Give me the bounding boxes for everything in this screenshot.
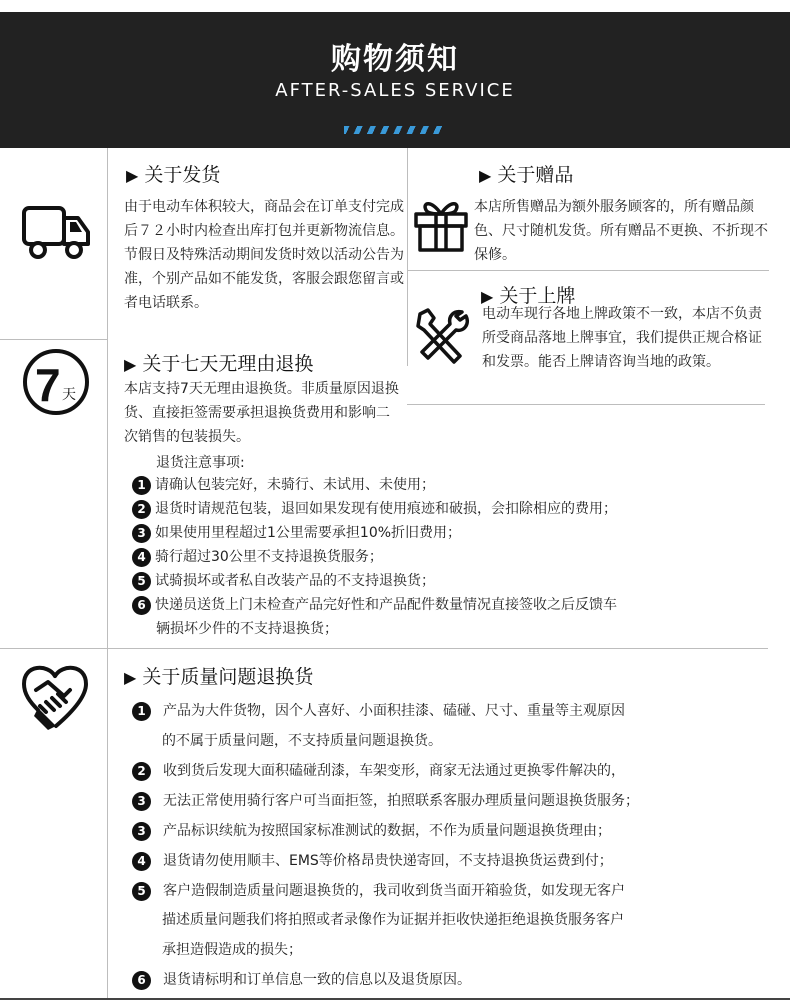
page-subtitle: AFTER-SALES SERVICE xyxy=(275,80,515,101)
gift-icon xyxy=(412,196,470,254)
return-notice-title: 退货注意事项: xyxy=(156,455,245,471)
quality-item-cont: 的不属于质量问题，不支持质量问题退换货。 xyxy=(162,733,442,749)
truck-icon xyxy=(20,204,92,262)
return-item: 4 骑行超过30公里不支持退换货服务； xyxy=(132,545,383,569)
shipping-heading: ▶ 关于发货 xyxy=(126,164,221,186)
divider-page-bottom xyxy=(0,998,790,1000)
shipping-text: 由于电动车体积较大，商品会在订单支付完成后７２小时内检查出库打包并更新物流信息。节假日及特殊活动期间发货时效以活动公告为准，个别产品如不能发货，客服会跟您留言或者电话联系。 xyxy=(124,199,404,311)
return-text: 本店支持7天无理由退换货。非质量原因退换货、直接拒签需要承担退换货费用和影响二次销售的包装损失。 xyxy=(124,381,399,445)
divider-license-bottom xyxy=(407,404,765,405)
quality-item: 1 产品为大件货物，因个人喜好、小面积挂漆、磕碰、尺寸、重量等主观原因 xyxy=(132,699,625,723)
quality-item: 3 无法正常使用骑行客户可当面拒签，拍照联系客服办理质量问题退换货服务； xyxy=(132,789,639,813)
handshake-heart-icon xyxy=(18,662,92,734)
return-item: 5 试骑损坏或者私自改装产品的不支持退换货； xyxy=(132,569,435,593)
quality-item: 5 客户造假制造质量问题退换货的，我司收到货当面开箱验货，如发现无客户 xyxy=(132,879,625,903)
seven-day-suffix: 天 xyxy=(62,387,76,403)
quality-heading: ▶ 关于质量问题退换货 xyxy=(124,666,314,688)
seven-day-number: 7 xyxy=(35,359,61,411)
quality-item: 2 收到货后发现大面积磕碰刮漆，车架变形，商家无法通过更换零件解决的， xyxy=(132,759,625,783)
quality-item: 3 产品标识续航为按照国家标准测试的数据，不作为质量问题退换货理由； xyxy=(132,819,611,843)
page-title: 购物须知 xyxy=(331,42,459,77)
quality-item-cont: 承担造假造成的损失； xyxy=(162,942,302,958)
decorative-stripes xyxy=(344,126,444,134)
quality-item-cont: 描述质量问题我们将拍照或者录像作为证据并拒收快递拒绝退换货服务客户 xyxy=(162,912,624,928)
return-item: 2 退货时请规范包装，退回如果发现有使用痕迹和破损，会扣除相应的费用； xyxy=(132,497,617,521)
return-item-cont: 辆损坏少件的不支持退换货； xyxy=(156,621,338,637)
license-heading: ▶ 关于上牌 xyxy=(481,285,576,307)
quality-item: 4 退货请勿使用顺丰、EMS等价格昂贵快递寄回，不支持退换货运费到付； xyxy=(132,849,613,873)
return-item: 6 快递员送货上门未检查产品完好性和产品配件数量情况直接签收之后反馈车 xyxy=(132,593,617,617)
return-heading: ▶ 关于七天无理由退换 xyxy=(124,353,314,375)
divider-vertical-left xyxy=(107,148,108,998)
tools-icon xyxy=(412,306,470,366)
quality-item: 6 退货请标明和订单信息一致的信息以及退货原因。 xyxy=(132,968,471,992)
gift-text: 本店所售赠品为额外服务顾客的，所有赠品颜色、尺寸随机发货。所有赠品不更换、不折现不保修。 xyxy=(474,199,768,263)
divider-return-bottom xyxy=(0,648,768,649)
return-item: 1 请确认包装完好，未骑行、未试用、未使用； xyxy=(132,473,435,497)
page-header xyxy=(0,12,790,148)
divider-vertical-mid xyxy=(407,148,408,366)
license-text: 电动车现行各地上牌政策不一致，本店不负责所受商品落地上牌事宜，我们提供正规合格证和发票。能否上牌请咨询当地的政策。 xyxy=(482,306,762,370)
divider-shipping-bottom xyxy=(0,339,108,340)
divider-gift-bottom xyxy=(407,270,769,271)
return-item: 3 如果使用里程超过1公里需要承担10%折旧费用； xyxy=(132,521,461,545)
seven-day-icon xyxy=(21,347,91,417)
gift-heading: ▶ 关于赠品 xyxy=(479,164,574,186)
